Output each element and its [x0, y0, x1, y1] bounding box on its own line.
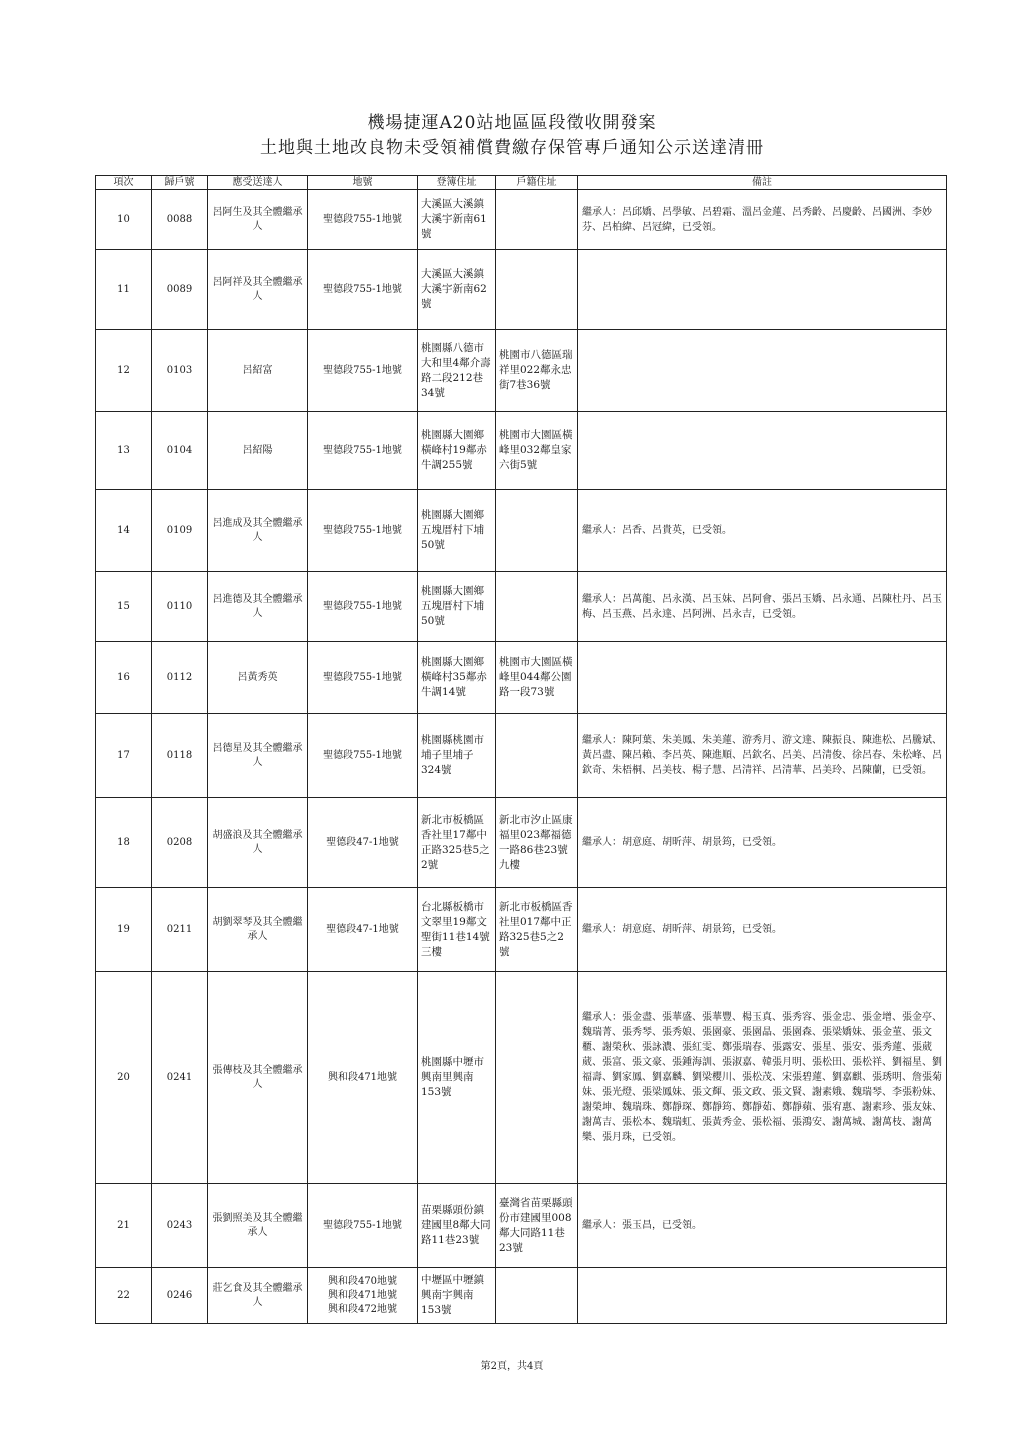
row-account-no: 0110 — [152, 572, 208, 642]
row-land-no: 聖德段755-1地號 — [308, 490, 418, 572]
row-account-no: 0118 — [152, 714, 208, 798]
row-household-address — [496, 490, 578, 572]
row-household-address — [496, 972, 578, 1184]
row-remarks: 繼承人：張金盡、張華盛、張華豐、楊玉真、張秀容、張金忠、張金增、張金亭、魏瑞菁、張秀琴、張秀娘、張園豪、張園晶、張園森、張梁嬌妹、張金菫、張文櫃、謝榮秋、張詠濃、張紅雯、鄭張瑞春、張露安、張星、張安、張秀蓮、張葳葳、張富、張文豪、張鍾海訓、張淑嘉、韓張月明、張松田、張松祥、劉福星、劉福壽、劉家鳳、劉嘉麟、劉梁櫻川、張松茂、宋張碧蓮、劉嘉麒、張琇明、詹張菊妹、張光燈、張梁鳳妹、張文輝、張文政、張文賢、謝素娥、魏瑞琴、李張粉妹、謝榮坤、魏瑞珠、鄭靜琛、鄭靜筠、鄭靜茹、鄭靜蘋、張宥惠、謝素珍、張友妹、謝萬吉、張松本、魏瑞虹、張黃秀金、張松福、張鴻安、謝萬城、謝萬枝、謝萬樂、張月珠，已受領。 — [578, 972, 947, 1184]
row-item-no: 22 — [96, 1268, 152, 1324]
row-item-no: 17 — [96, 714, 152, 798]
row-recipient: 張劉照美及其全體繼承人 — [208, 1184, 308, 1268]
page-footer: 第2頁，共4頁 — [480, 1361, 544, 1372]
row-remarks: 繼承人：呂萬龍、呂永漢、呂玉妹、呂阿會、張呂玉嬌、呂永通、呂陳杜丹、呂玉梅、呂玉燕、呂永達、呂阿洲、呂永吉，已受領。 — [578, 572, 947, 642]
row-land-no: 興和段471地號 — [308, 972, 418, 1184]
row-remarks — [578, 1268, 947, 1324]
row-remarks — [578, 642, 947, 714]
row-land-no: 聖德段755-1地號 — [308, 250, 418, 330]
table-row — [96, 798, 947, 888]
row-item-no: 11 — [96, 250, 152, 330]
row-household-address — [496, 572, 578, 642]
header-registered-address: 登簿住址 — [418, 176, 496, 190]
row-remarks: 繼承人：胡意庭、胡昕萍、胡景筠，已受領。 — [578, 798, 947, 888]
row-household-address — [496, 714, 578, 798]
delivery-list-table — [95, 175, 947, 1324]
row-account-no: 0243 — [152, 1184, 208, 1268]
row-remarks — [578, 330, 947, 412]
table-row — [96, 642, 947, 714]
header-account-no: 歸戶號 — [152, 176, 208, 190]
row-account-no: 0112 — [152, 642, 208, 714]
row-item-no: 21 — [96, 1184, 152, 1268]
row-recipient: 呂紹富 — [208, 330, 308, 412]
row-account-no: 0103 — [152, 330, 208, 412]
row-recipient: 呂黃秀英 — [208, 642, 308, 714]
row-account-no: 0241 — [152, 972, 208, 1184]
row-item-no: 16 — [96, 642, 152, 714]
row-household-address: 臺灣省苗栗縣頭份市建國里008鄰大同路11巷23號 — [496, 1184, 578, 1268]
row-household-address: 新北市板橋區香社里017鄰中正路325巷5之2號 — [496, 888, 578, 972]
row-registered-address: 桃園縣大園鄉橫峰村35鄰赤牛調14號 — [418, 642, 496, 714]
row-recipient: 胡劉翠琴及其全體繼承人 — [208, 888, 308, 972]
row-land-no: 聖德段755-1地號 — [308, 330, 418, 412]
row-registered-address: 苗栗縣頭份鎮建國里8鄰大同路11巷23號 — [418, 1184, 496, 1268]
row-account-no: 0246 — [152, 1268, 208, 1324]
row-household-address: 新北市汐止區康福里023鄰福德一路86巷23號九樓 — [496, 798, 578, 888]
row-land-no: 聖德段47-1地號 — [308, 798, 418, 888]
header-item-no: 項次 — [96, 176, 152, 190]
table-row — [96, 250, 947, 330]
row-recipient: 莊乞食及其全體繼承人 — [208, 1268, 308, 1324]
row-account-no: 0109 — [152, 490, 208, 572]
row-land-no: 聖德段755-1地號 — [308, 412, 418, 490]
row-account-no: 0208 — [152, 798, 208, 888]
row-registered-address: 大溪區大溪鎮大溪宇新南61號 — [418, 190, 496, 250]
document-title-line1: 機場捷運A20站地區區段徵收開發案 — [367, 113, 657, 133]
row-household-address — [496, 1268, 578, 1324]
row-remarks: 繼承人：呂邱嬌、呂學敏、呂碧霜、溫呂金蓮、呂秀齡、呂慶齡、呂國洲、李妙芬、呂柏緯、呂冠緯，已受領。 — [578, 190, 947, 250]
row-account-no: 0089 — [152, 250, 208, 330]
row-registered-address: 桃園縣大園鄉五塊厝村下埔50號 — [418, 572, 496, 642]
table-row — [96, 190, 947, 250]
table-row — [96, 1268, 947, 1324]
table-row — [96, 1184, 947, 1268]
row-item-no: 18 — [96, 798, 152, 888]
row-recipient: 胡盛浪及其全體繼承人 — [208, 798, 308, 888]
row-land-no: 聖德段755-1地號 — [308, 190, 418, 250]
row-registered-address: 桃園縣中壢市興南里興南153號 — [418, 972, 496, 1184]
row-recipient: 呂德星及其全體繼承人 — [208, 714, 308, 798]
row-remarks: 繼承人：呂香、呂貴英，已受領。 — [578, 490, 947, 572]
row-item-no: 13 — [96, 412, 152, 490]
row-household-address: 桃園市八德區瑞祥里022鄰永忠街7巷36號 — [496, 330, 578, 412]
row-household-address: 桃園市大園區橫峰里044鄰公園路一段73號 — [496, 642, 578, 714]
row-recipient: 張傳枝及其全體繼承人 — [208, 972, 308, 1184]
row-item-no: 20 — [96, 972, 152, 1184]
row-registered-address: 桃園縣八德市大和里4鄰介壽路二段212巷34號 — [418, 330, 496, 412]
document-title-line2: 土地與土地改良物未受領補償費繳存保管專戶通知公示送達清冊 — [260, 138, 764, 158]
row-recipient: 呂阿祥及其全體繼承人 — [208, 250, 308, 330]
row-household-address — [496, 190, 578, 250]
row-item-no: 10 — [96, 190, 152, 250]
row-item-no: 15 — [96, 572, 152, 642]
row-registered-address: 桃園縣大園鄉五塊厝村下埔50號 — [418, 490, 496, 572]
row-item-no: 14 — [96, 490, 152, 572]
row-household-address: 桃園市大園區橫峰里032鄰皇家六街5號 — [496, 412, 578, 490]
row-item-no: 12 — [96, 330, 152, 412]
row-registered-address: 桃園縣桃園市埔子里埔子324號 — [418, 714, 496, 798]
row-remarks — [578, 250, 947, 330]
row-registered-address: 中壢區中壢鎮興南宇興南153號 — [418, 1268, 496, 1324]
table-row — [96, 330, 947, 412]
row-registered-address: 台北縣板橋市文翠里19鄰文聖街11巷14號三樓 — [418, 888, 496, 972]
header-recipient: 應受送達人 — [208, 176, 308, 190]
table-row — [96, 888, 947, 972]
table-row — [96, 972, 947, 1184]
row-account-no: 0088 — [152, 190, 208, 250]
row-account-no: 0104 — [152, 412, 208, 490]
row-account-no: 0211 — [152, 888, 208, 972]
row-land-no: 聖德段755-1地號 — [308, 714, 418, 798]
row-registered-address: 新北市板橋區香社里17鄰中正路325巷5之2號 — [418, 798, 496, 888]
row-remarks: 繼承人：胡意庭、胡昕萍、胡景筠，已受領。 — [578, 888, 947, 972]
row-recipient: 呂紹陽 — [208, 412, 308, 490]
header-remarks: 備註 — [578, 176, 947, 190]
row-land-no: 興和段470地號 興和段471地號 興和段472地號 — [308, 1268, 418, 1324]
table-row — [96, 412, 947, 490]
row-recipient: 呂進德及其全體繼承人 — [208, 572, 308, 642]
row-remarks: 繼承人：陳阿葉、朱美鳳、朱美蓮、游秀月、游文達、陳振良、陳進松、呂騰斌、黃呂盡、陳呂賴、李呂英、陳進順、呂欽名、呂美、呂清俊、徐呂春、朱松峰、呂欽奇、朱梧桐、呂美枝、楊子慧、呂清祥、呂清華、呂美玲、呂陳蘭，已受領。 — [578, 714, 947, 798]
row-land-no: 聖德段47-1地號 — [308, 888, 418, 972]
row-registered-address: 桃園縣大園鄉橫峰村19鄰赤牛調255號 — [418, 412, 496, 490]
row-recipient: 呂阿生及其全體繼承人 — [208, 190, 308, 250]
header-land-no: 地號 — [308, 176, 418, 190]
table-row — [96, 714, 947, 798]
row-land-no: 聖德段755-1地號 — [308, 572, 418, 642]
row-land-no: 聖德段755-1地號 — [308, 1184, 418, 1268]
header-household-address: 戶籍住址 — [496, 176, 578, 190]
table-header-row — [96, 176, 947, 190]
table-row — [96, 572, 947, 642]
row-registered-address: 大溪區大溪鎮大溪宇新南62號 — [418, 250, 496, 330]
row-recipient: 呂進成及其全體繼承人 — [208, 490, 308, 572]
row-land-no: 聖德段755-1地號 — [308, 642, 418, 714]
row-remarks — [578, 412, 947, 490]
table-row — [96, 490, 947, 572]
row-household-address — [496, 250, 578, 330]
row-remarks: 繼承人：張玉昌，已受領。 — [578, 1184, 947, 1268]
row-item-no: 19 — [96, 888, 152, 972]
